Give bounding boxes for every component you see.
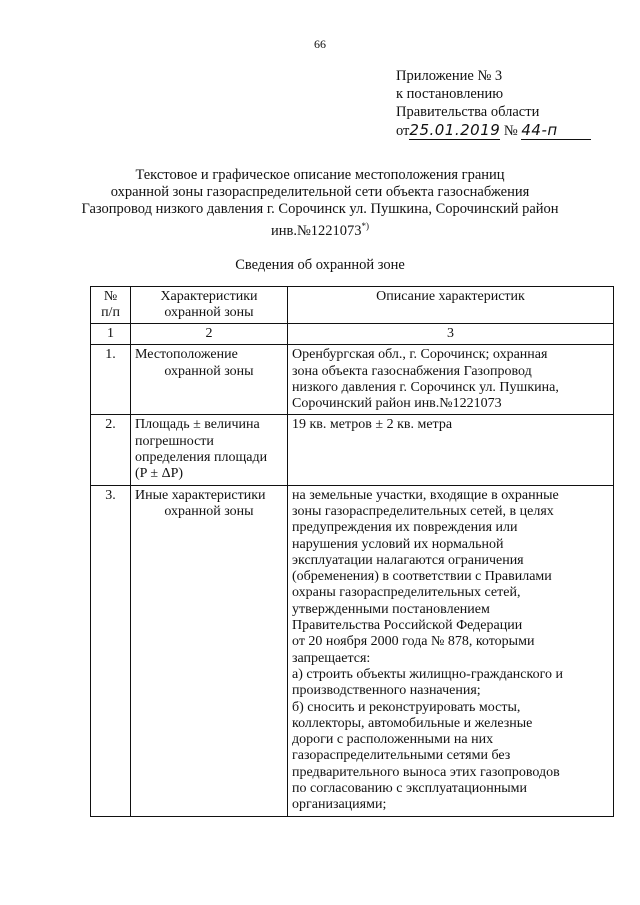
page-number: 66: [314, 37, 326, 51]
description-line: б) сносить и реконструировать мосты,: [292, 699, 521, 715]
title-line-2: охранной зоны газораспределительной сети объекта газоснабжения: [110, 184, 530, 200]
description-line: 19 кв. метров ± 2 кв. метра: [292, 417, 453, 433]
description-line: предупреждения их повреждения или: [292, 520, 518, 536]
description-line: Сорочинский район инв.№1221073: [292, 396, 502, 412]
description-line: от 20 ноября 2000 года № 878, которыми: [292, 634, 535, 650]
header-description: Описание характеристик: [288, 287, 614, 324]
table-index-row: [91, 324, 614, 345]
index-cell: 2: [131, 324, 288, 345]
header-characteristics: Характеристики охранной зоны: [131, 287, 288, 324]
description-line: нарушения условий их нормальной: [292, 536, 504, 552]
description-line: Оренбургская обл., г. Сорочинск; охранная: [292, 347, 548, 363]
protected-zone-table: [90, 286, 614, 817]
description-line: эксплуатации налагаются ограничения: [292, 552, 524, 568]
description-line: газораспределительными сетями без: [292, 748, 511, 764]
appendix-date-line: [396, 121, 591, 140]
characteristic-line: определения площади: [135, 450, 268, 466]
title-line-1: Текстовое и графическое описание местоположения границ: [135, 167, 505, 183]
description-line: утвержденными постановлением: [292, 601, 490, 617]
description-line: дороги с расположенными на них: [292, 732, 494, 748]
table-row: [91, 485, 614, 816]
section-title: Сведения об охранной зоне: [235, 257, 405, 273]
title-line-3: Газопровод низкого давления г. Сорочинск ул. Пушкина, Сорочинский район: [81, 201, 559, 217]
characteristic-line: Площадь ± величина: [135, 417, 260, 433]
appendix-line-2: к постановлению: [396, 86, 504, 102]
row-number: 1.: [91, 345, 131, 415]
document-title: [80, 167, 560, 240]
table-row: [91, 415, 614, 485]
appendix-block: [396, 67, 591, 140]
description-line: запрещается:: [292, 650, 371, 666]
characteristic-line: Местоположение: [135, 347, 238, 363]
description-line: по согласованию с эксплуатационными: [292, 781, 527, 797]
characteristic-line: охранной зоны: [164, 363, 254, 379]
description-line: предварительного выноса этих газопроводов: [292, 764, 560, 780]
row-characteristic: [131, 415, 288, 485]
description-line: на земельные участки, входящие в охранные: [292, 487, 559, 503]
number-label: №: [503, 123, 518, 139]
description-line: (обременения) в соответствии с Правилами: [292, 569, 552, 585]
description-line: охраны газораспределительных сетей,: [292, 585, 521, 601]
description-line: организациями;: [292, 797, 387, 813]
appendix-line-1: Приложение № 3: [396, 68, 503, 84]
row-number: 2.: [91, 415, 131, 485]
header-num: № п/п: [91, 287, 131, 324]
description-line: низкого давления г. Сорочинск ул. Пушкина,: [292, 379, 559, 395]
inventory-number: инв.№1221073: [270, 222, 362, 239]
title-line-4: [80, 218, 560, 240]
index-cell: 1: [91, 324, 131, 345]
index-cell: 3: [288, 324, 614, 345]
row-number: 3.: [91, 485, 131, 816]
appendix-line-3: Правительства области: [396, 104, 540, 120]
row-characteristic: [131, 345, 288, 415]
table-header-row: [91, 287, 614, 324]
characteristic-line: погрешности: [135, 433, 214, 449]
date-prefix: от: [396, 123, 410, 139]
table-row: [91, 345, 614, 415]
description-line: зоны газораспределительных сетей, в целях: [292, 503, 554, 519]
description-line: а) строить объекты жилищно-гражданского и: [292, 666, 563, 682]
row-description: [288, 485, 614, 816]
row-description: [288, 345, 614, 415]
handwritten-number: 44-п: [521, 121, 591, 140]
description-line: производственного назначения;: [292, 683, 481, 699]
row-characteristic: [131, 485, 288, 816]
row-description: [288, 415, 614, 485]
description-line: Правительства Российской Федерации: [292, 618, 523, 634]
characteristic-line: (P ± ΔP): [135, 466, 184, 482]
characteristic-line: Иные характеристики: [135, 487, 266, 503]
description-line: зона объекта газоснабжения Газопровод: [292, 363, 532, 379]
handwritten-date: 25.01.2019: [409, 121, 501, 139]
footnote-mark: *): [361, 221, 370, 231]
characteristic-line: охранной зоны: [164, 503, 254, 519]
description-line: коллекторы, автомобильные и железные: [292, 715, 533, 731]
